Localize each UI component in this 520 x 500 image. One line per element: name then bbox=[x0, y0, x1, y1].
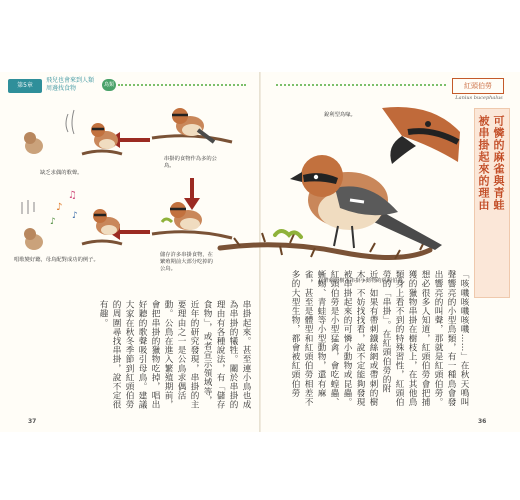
title-line-2: 被串掛起來的理由 bbox=[477, 115, 490, 211]
shrike-cycle-illustration bbox=[12, 98, 252, 278]
section-title-box bbox=[474, 108, 510, 298]
bird-name-tag: 紅頭伯勞 bbox=[452, 78, 504, 94]
beak-caption: 銳利型鳥喙。 bbox=[324, 112, 356, 118]
vine-divider-left bbox=[118, 84, 246, 86]
page-number-left: 37 bbox=[28, 418, 37, 425]
vine-divider-right bbox=[276, 84, 446, 86]
body-text-right: 「咳嘰咳嘰咳嘰……」在秋天鳴叫聲響亮的小型鳥類，有一種鳥會發出響亮的叫聲，那就是紅頭伯勞。想必很多人知道，紅頭伯勞會把捕獲的獵物串掛在樹枝上，在其他鳥類身上看不到的特殊習性，紅頭伯勞的「串掛」。在紅頭伯勞的附近，如果有帶刺鐵絲網或帶刺的樹木，不妨找找看，說不定能夠發現被串掛起來的可憐小動物或昆蟲。紅頭伯勞是小型猛禽，會吃蝗蟲、蜥蜴、青蛙等小型動物，還有麻雀，甚至是體型和紅頭伯勞相差不多的大型生物，都會被紅頭伯勞 bbox=[290, 270, 469, 407]
cycle-caption-bottom-left: 唱歌變好聽，母鳥配對成功的例子。 bbox=[14, 257, 99, 263]
latin-name: Lanius bucephalus bbox=[455, 95, 503, 101]
chapter-label: 第5章 bbox=[8, 79, 42, 93]
page-number-right: 36 bbox=[478, 418, 487, 425]
svg-text:♫: ♫ bbox=[68, 190, 77, 201]
category-badge: 鳥類 bbox=[102, 79, 116, 91]
chapter-title: 飛兒也會來到人類周邊找食物 bbox=[46, 77, 95, 92]
svg-text:♪: ♪ bbox=[72, 211, 78, 221]
title-line-1: 可憐的麻雀與青蛙 bbox=[492, 115, 505, 211]
cycle-caption-top-right: 串掛的食物作為多的公鳥。 bbox=[164, 156, 217, 169]
body-text-left: 串掛起來。甚至連小鳥也成為串掛的犧牲。關於串掛的理由有各種說法，有「儲存食物」，或者宣示領域等，近年的研究發現，串掛的主要理由之一是公鳥求偶活動。公鳥在進入繁殖期前，會把串掛的獵物吃掉，唱出好聽的歌聲吸引母鳥。建議大家在秋冬季節到紅頭伯勞的周圍尋找串掛，說不定很有趣。 bbox=[98, 300, 251, 410]
cycle-caption-top-left: 缺乏求偶的歌聲。 bbox=[40, 170, 83, 176]
beak-closeup-illustration bbox=[372, 102, 462, 172]
svg-text:♪: ♪ bbox=[56, 202, 63, 213]
cycle-caption-bottom-right: 儲存許多串掛食物，在繁殖期前大部分吃掉的公鳥。 bbox=[160, 252, 213, 272]
main-bird-caption: 在帶刺的樹木串掛小動物的紅頭伯勞。 bbox=[318, 278, 409, 284]
svg-text:♪: ♪ bbox=[50, 217, 56, 227]
